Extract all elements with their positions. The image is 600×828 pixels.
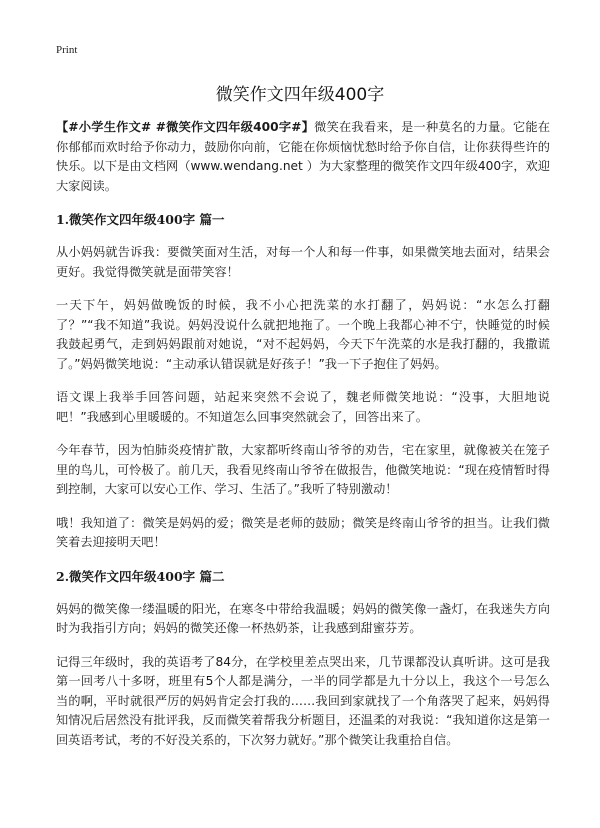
intro-tags: 【#小学生作文# #微笑作文四年级400字#】 [56, 120, 315, 134]
section-heading-1: 1.微笑作文四年级400字 篇一 [56, 212, 225, 227]
section-1-paragraph-1: 从小妈妈就告诉我：要微笑面对生活，对每一个人和每一件事，如果微笑地去面对，结果会更好。我觉得微笑就是面带笑容！ [56, 245, 550, 279]
section-1-paragraph-3: 语文课上我举手回答问题，站起来突然不会说了，魏老师微笑地说：“没事，大胆地说吧！”我感到心里暖暖的。不知道怎么回事突然就会了，回答出来了。 [56, 390, 550, 424]
intro-paragraph [56, 118, 550, 196]
document-title: 微笑作文四年级400字 [215, 85, 385, 105]
document-body [56, 118, 550, 764]
section-2-paragraph-2: 记得三年级时，我的英语考了84分，在学校里差点哭出来，几节课都没认真听讲。这可是我第一回考八十多呀，班里有5个人都是满分，一半的同学都是九十分以上，我这个一号怎么当的啊，平时就很严厉的妈妈肯定会打我的……我回到家就找了一个角落哭了起来，妈妈得知情况后居然没有批评我，反而微笑着帮我分析题目，还温柔的对我说：“我知道你这是第一回英语考试，考的不好没关系的，下次努力就好。”那个微笑让我重拾自信。 [56, 654, 550, 747]
section-1-paragraph-4: 今年春节，因为怕肺炎疫情扩散，大家都听终南山爷爷的劝告，宅在家里，就像被关在笼子里的鸟儿，可怜极了。前几天，我看见终南山爷爷在做报告，他微笑地说：“现在疫情暂时得到控制，大家可以安心工作、学习、生活了。”我听了特别激动！ [56, 443, 550, 496]
section-2-paragraph-1: 妈妈的微笑像一缕温暖的阳光，在寒冬中带给我温暖；妈妈的微笑像一盏灯，在我迷失方向时为我指引方向；妈妈的微笑还像一杯热奶茶，让我感到甜蜜芬芳。 [56, 601, 550, 635]
intro-text: 微笑在我看来，是一种莫名的力量。它能在你郁郁而欢时给予你动力，鼓励你向前，它能在你烦恼忧愁时给予你自信，让你获得些许的快乐。以下是由文档网（www.wendang.net ）为大家整理的微笑作文四年级400字，欢迎大家阅读。 [56, 120, 551, 193]
section-1-paragraph-5: 哦！我知道了：微笑是妈妈的爱；微笑是老师的鼓励；微笑是终南山爷爷的担当。让我们微笑着去迎接明天吧！ [56, 515, 550, 549]
section-heading-2: 2.微笑作文四年级400字 篇二 [56, 568, 225, 584]
section-1-paragraph-2: 一天下午，妈妈做晚饭的时候，我不小心把洗菜的水打翻了，妈妈说：“水怎么打翻了？”“我不知道”我说。妈妈没说什么就把地拖了。一个晚上我都心神不宁，快睡觉的时候我鼓起勇气，走到妈妈跟前对她说，“对不起妈妈，今天下午洗菜的水是我打翻的，我撒谎了。”妈妈微笑地说：“主动承认错误就是好孩子！”我一下子抱住了妈妈。 [56, 298, 550, 371]
print-label: Print [56, 44, 78, 56]
